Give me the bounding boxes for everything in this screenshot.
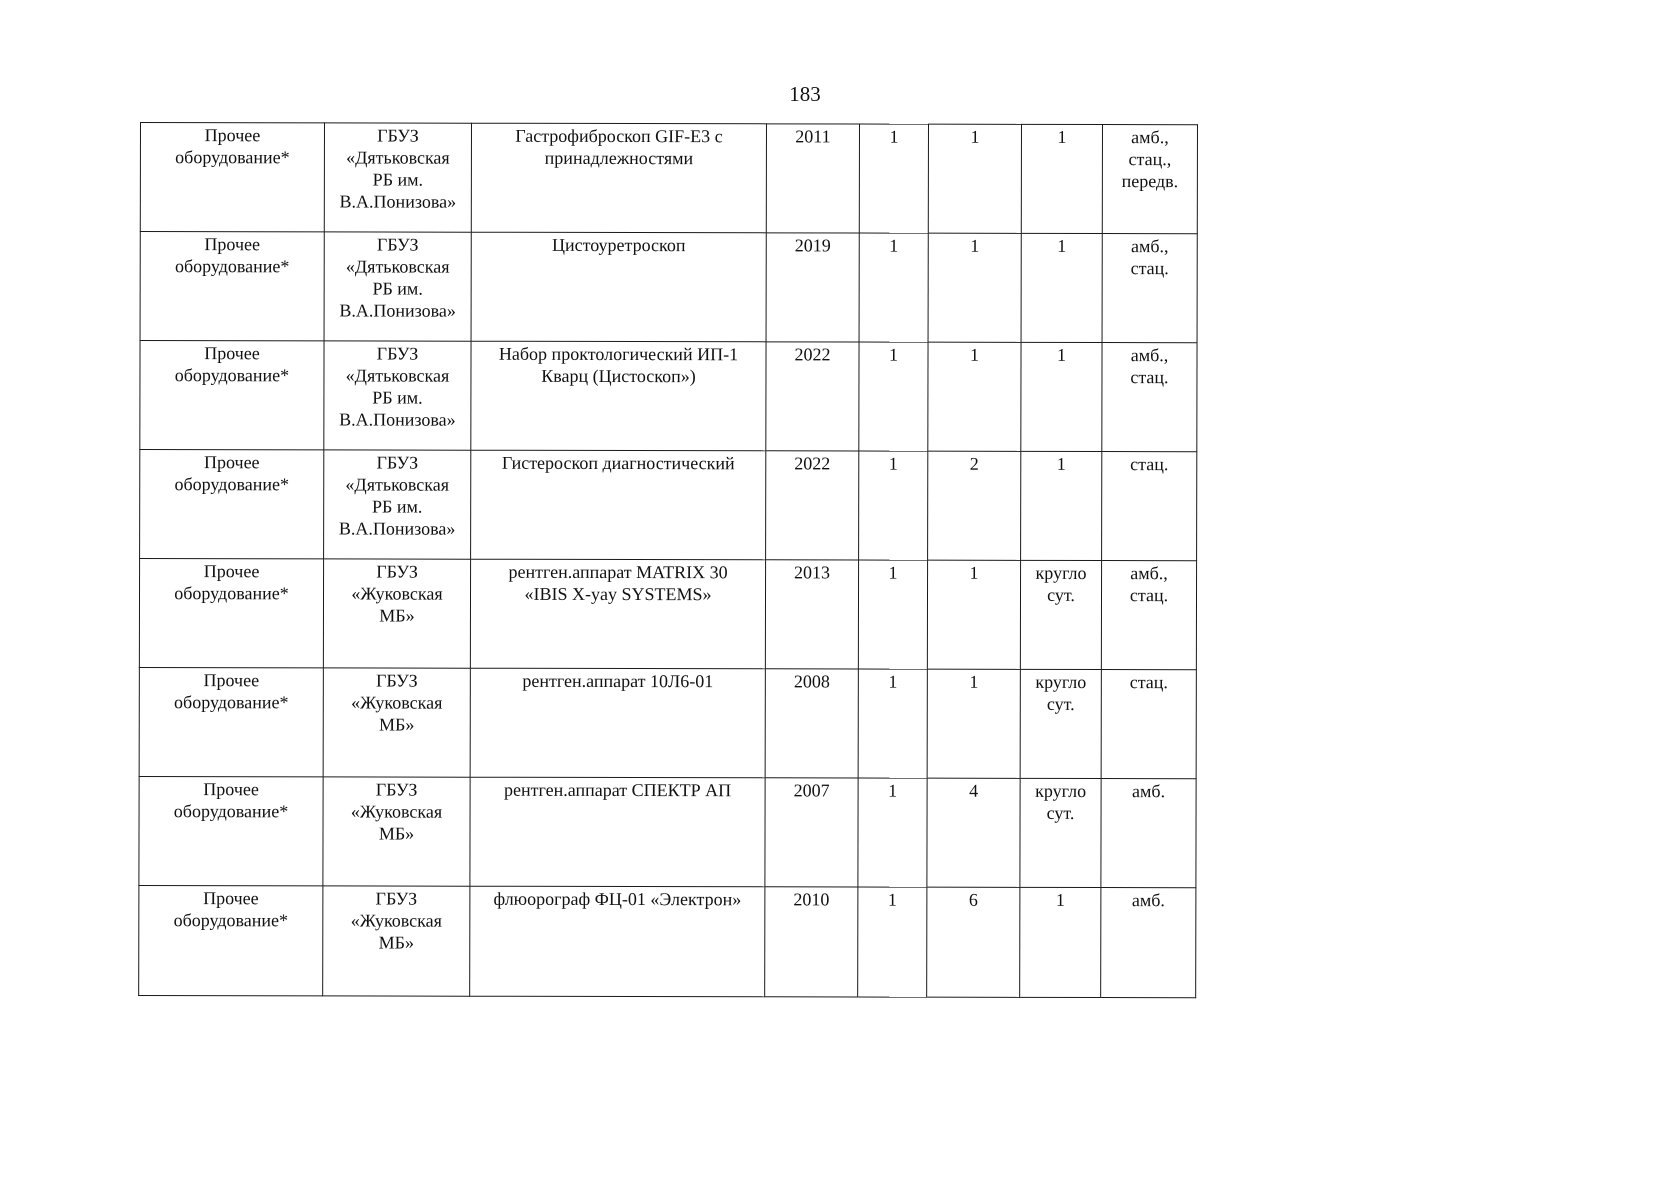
equipment-table-body [139,123,1198,998]
equipment-name-cell [470,559,765,669]
equipment-name-line: принадлежностями [544,147,694,169]
organization-cell [323,668,470,777]
organization-line: «Жуковская [350,910,442,931]
year-cell: 2010 [765,887,858,997]
quantity-cell: 1 [858,778,927,887]
equipment-type-cell [139,559,323,668]
year-cell: 2013 [765,560,858,669]
equipment-name-line: Гистероскоп диагностический [501,452,735,474]
equipment-name-cell [471,450,766,560]
shift-line: 1 [1056,344,1067,365]
equipment-type-line: оборудование* [174,256,290,277]
organization-line: «Дятьковская [346,147,450,168]
equipment-name-line: Гастрофиброскоп GIF-E3 с [515,125,723,147]
year-cell: 2022 [766,342,859,451]
care-mode-line: стац. [1130,454,1169,475]
shift-line: кругло [1035,671,1087,692]
care-mode-cell [1102,125,1197,234]
shift-line: кругло [1035,780,1087,801]
organization-line: РБ им. [372,169,424,190]
organization-line: ГБУЗ [377,125,419,146]
equipment-type-line: оборудование* [174,692,289,713]
equipment-type-line: оборудование* [174,474,289,495]
table-row [139,776,1196,887]
shift-cell [1021,342,1102,451]
count-cell: 1 [928,124,1021,233]
organization-line: ГБУЗ [375,779,418,800]
equipment-name-line: «IBIS X-yay SYSTEMS» [524,583,712,605]
equipment-type-cell [140,341,324,450]
count-cell: 1 [927,669,1020,778]
shift-cell [1021,233,1102,342]
equipment-name-cell [470,668,765,778]
equipment-type-line: оборудование* [174,365,290,386]
care-mode-line: стац. [1130,258,1169,279]
care-mode-line: амб., [1130,563,1168,584]
equipment-type-cell [140,450,324,559]
year-cell: 2019 [766,233,859,342]
equipment-type-line: оборудование* [173,801,289,822]
shift-cell [1021,451,1102,560]
equipment-table [138,122,1198,998]
care-mode-line: стац. [1129,585,1169,606]
shift-cell [1020,778,1101,887]
shift-line: сут. [1046,693,1075,714]
equipment-type-line: Прочее [203,888,259,909]
care-mode-cell [1102,343,1197,452]
care-mode-cell [1101,779,1196,888]
quantity-cell: 1 [859,233,928,342]
organization-cell [323,777,470,886]
organization-line: «Дятьковская [345,365,450,386]
shift-line: 1 [1056,453,1066,474]
table-row [139,559,1196,670]
equipment-name-line: Набор проктологический ИП-1 [498,343,739,365]
equipment-name-cell [470,777,765,887]
table-row [139,667,1196,778]
organization-line: «Жуковская [351,692,443,713]
shift-line: кругло [1035,562,1087,583]
equipment-name-line: Цистоуретроскоп [551,234,686,256]
organization-line: «Дятьковская [345,474,450,495]
organization-cell [324,232,471,341]
care-mode-line: стац. [1130,367,1169,388]
count-cell: 4 [927,778,1020,887]
quantity-cell: 1 [859,342,928,451]
care-mode-line: стац., [1128,149,1172,170]
equipment-type-cell [140,232,324,341]
quantity-cell: 1 [859,124,928,233]
table-row [140,450,1197,561]
equipment-name-cell [470,886,765,997]
shift-cell [1020,560,1101,669]
equipment-type-cell [140,123,324,232]
equipment-type-line: Прочее [203,561,260,582]
table-row [140,341,1197,452]
care-mode-cell [1102,452,1197,561]
care-mode-cell [1102,234,1197,343]
shift-cell [1020,669,1101,778]
equipment-name-line: рентген.аппарат СПЕКТР АП [503,779,732,801]
year-cell: 2007 [765,778,858,887]
equipment-type-line: оборудование* [175,147,290,168]
organization-line: «Дятьковская [345,256,450,277]
organization-line: РБ им. [371,496,423,517]
organization-line: В.А.Понизова» [339,409,456,430]
organization-line: ГБУЗ [375,670,418,691]
equipment-name-line: флюорограф ФЦ-01 «Электрон» [493,888,742,910]
care-mode-cell [1101,888,1196,998]
count-cell: 2 [928,451,1021,560]
count-cell: 1 [928,233,1021,342]
equipment-type-line: оборудование* [173,910,289,931]
organization-cell [324,123,471,232]
shift-cell [1020,887,1101,997]
equipment-type-line: Прочее [203,452,260,473]
year-cell: 2008 [765,669,858,778]
table-row [140,123,1197,234]
equipment-type-line: Прочее [204,125,261,146]
care-mode-line: амб., [1130,236,1169,257]
equipment-type-cell [139,776,323,885]
shift-line: 1 [1055,889,1065,910]
organization-line: ГБУЗ [375,888,418,909]
organization-cell [323,559,470,668]
care-mode-cell [1101,670,1196,779]
count-cell: 6 [927,887,1020,997]
equipment-name-line: рентген.аппарат MATRIX 30 [508,561,728,583]
equipment-type-line: Прочее [204,234,261,255]
care-mode-line: амб., [1130,345,1169,366]
count-cell: 1 [927,560,1020,669]
equipment-name-cell [471,123,766,233]
year-cell: 2011 [766,124,859,233]
organization-line: РБ им. [372,278,423,299]
shift-cell [1021,124,1102,233]
organization-line: В.А.Понизова» [339,300,456,321]
equipment-type-line: оборудование* [174,583,289,604]
organization-line: МБ» [378,823,415,844]
organization-line: МБ» [379,714,415,735]
organization-line: РБ им. [372,387,423,408]
equipment-type-line: Прочее [204,343,260,364]
quantity-cell: 1 [859,451,928,560]
quantity-cell: 1 [858,887,927,997]
equipment-type-cell [139,667,323,776]
shift-line: сут. [1047,584,1075,605]
equipment-type-line: Прочее [203,670,260,691]
care-mode-line: амб. [1132,781,1166,802]
equipment-name-cell [471,232,766,342]
organization-line: ГБУЗ [376,452,419,473]
organization-line: «Жуковская [351,583,443,604]
care-mode-line: передв. [1121,171,1179,192]
organization-line: В.А.Понизова» [339,191,457,212]
organization-line: ГБУЗ [376,343,419,364]
organization-cell [323,886,470,996]
organization-cell [324,341,471,450]
table-row [140,232,1197,343]
page-number: 183 [789,82,821,106]
count-cell: 1 [928,342,1021,451]
organization-line: МБ» [379,605,415,626]
shift-line: сут. [1046,802,1075,823]
organization-cell [324,450,471,559]
organization-line: ГБУЗ [376,234,419,255]
equipment-name-line: Кварц (Цистоскоп») [541,365,696,387]
organization-line: В.А.Понизова» [338,518,456,539]
equipment-type-line: Прочее [203,779,259,800]
equipment-type-cell [139,885,323,995]
organization-line: ГБУЗ [376,561,418,582]
quantity-cell: 1 [858,560,927,669]
organization-line: МБ» [378,932,414,953]
care-mode-line: амб. [1131,890,1165,911]
shift-line: 1 [1057,235,1067,256]
table-row [139,885,1196,997]
organization-line: «Жуковская [350,801,443,822]
shift-line: 1 [1057,126,1067,147]
care-mode-cell [1101,561,1196,670]
care-mode-line: амб., [1131,127,1169,148]
equipment-name-cell [471,341,766,451]
quantity-cell: 1 [858,669,927,778]
equipment-name-line: рентген.аппарат 10Л6-01 [522,670,714,692]
year-cell: 2022 [766,451,859,560]
care-mode-line: стац. [1129,672,1168,693]
